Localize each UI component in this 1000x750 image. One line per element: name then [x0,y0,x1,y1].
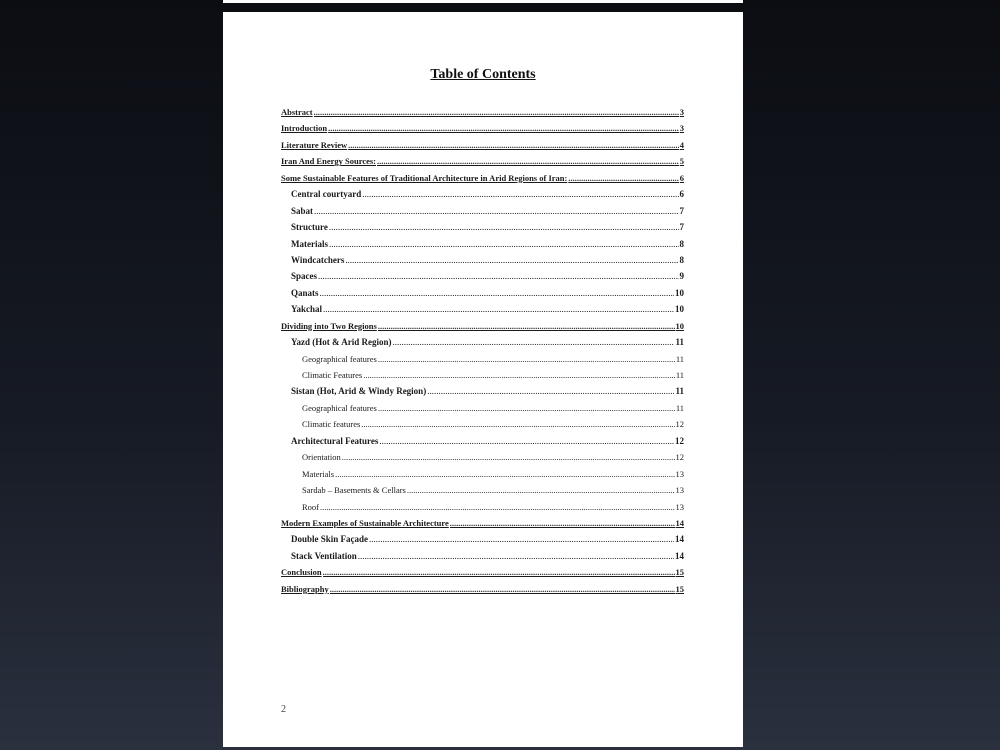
toc-entry[interactable] [281,268,684,284]
previous-page-edge [223,0,743,3]
toc-entry-page-number: 10 [675,287,684,298]
toc-dot-leader [323,301,674,317]
toc-entry-title: Spaces [291,271,318,282]
toc-entry[interactable] [281,137,684,153]
toc-dot-leader [358,548,674,564]
toc-entry-title: Abstract [281,107,313,117]
toc-entry[interactable] [281,449,684,465]
toc-entry-page-number: 13 [675,501,684,512]
toc-entry-title: Stack Ventilation [291,550,357,561]
toc-entry[interactable] [281,466,684,482]
toc-dot-leader [379,433,674,449]
document-page [223,12,743,747]
page-title: Table of Contents [430,67,536,82]
toc-entry-title: Sabat [291,205,314,216]
toc-entry[interactable] [281,153,684,169]
toc-entry[interactable] [281,120,684,136]
toc-entry-page-number: 6 [679,172,684,183]
toc-entry-page-number: 10 [675,320,684,331]
toc-entry-title: Double Skin Façade [291,534,369,545]
toc-entry[interactable] [281,252,684,268]
toc-entry-title: Climatic features [302,419,361,430]
toc-entry-page-number: 3 [679,107,684,117]
toc-entry-title: Materials [302,468,335,479]
toc-entry-title: Sardab – Basements & Cellars [302,485,406,496]
toc-dot-leader [407,482,675,498]
toc-entry[interactable] [281,170,684,186]
toc-entry[interactable] [281,318,684,334]
toc-entry[interactable] [281,531,684,547]
toc-dot-leader [427,383,674,399]
toc-entry[interactable] [281,351,684,367]
toc-entry-title: Architectural Features [291,435,379,446]
toc-entry-title: Structure [291,222,328,233]
toc-dot-leader [314,203,678,219]
toc-entry[interactable] [281,515,684,531]
toc-entry[interactable] [281,301,684,317]
toc-dot-leader [320,499,675,515]
toc-dot-leader [330,581,675,597]
toc-dot-leader [377,153,679,169]
toc-entry-page-number: 13 [675,468,684,479]
toc-dot-leader [318,268,678,284]
toc-entry[interactable] [281,203,684,219]
toc-entry-title: Roof [302,501,319,512]
toc-entry-page-number: 6 [679,189,684,200]
toc-entry-page-number: 14 [675,550,684,561]
toc-entry-title: Conclusion [281,567,322,578]
toc-entry-page-number: 5 [679,156,684,167]
toc-entry[interactable] [281,367,684,383]
toc-entry-page-number: 3 [679,123,684,134]
toc-entry[interactable] [281,104,684,120]
toc-entry-page-number: 15 [675,583,684,594]
toc-dot-leader [328,120,679,136]
toc-entry-page-number: 4 [679,139,684,150]
toc-entry-page-number: 10 [675,304,684,315]
toc-dot-leader [369,531,674,547]
toc-entry-title: Orientation [302,452,341,463]
toc-entry[interactable] [281,482,684,498]
toc-entry-title: Yakchal [291,304,323,315]
page-number: 2 [281,704,286,715]
toc-entry-page-number: 14 [675,534,684,545]
toc-dot-leader [393,334,675,350]
toc-dot-leader [450,515,675,531]
toc-entry-page-number: 8 [679,254,684,265]
toc-dot-leader [378,351,675,367]
toc-entry[interactable] [281,433,684,449]
toc-entry-title: Qanats [291,287,319,298]
toc-entry-page-number: 11 [675,370,684,380]
toc-entry[interactable] [281,236,684,252]
toc-entry[interactable] [281,285,684,301]
toc-entry-page-number: 11 [675,386,684,397]
toc-entry-page-number: 8 [679,238,684,249]
toc-entry-page-number: 12 [675,435,684,446]
toc-entry-title: Sistan (Hot, Arid & Windy Region) [291,386,427,397]
toc-entry[interactable] [281,548,684,564]
toc-entry-title: Materials [291,238,328,249]
toc-entry-page-number: 12 [675,419,684,430]
toc-entry-title: Introduction [281,123,328,134]
toc-entry-title: Windcatchers [291,254,345,265]
toc-entry-title: Yazd (Hot & Arid Region) [291,337,392,348]
toc-dot-leader [335,466,674,482]
toc-entry-title: Geographical features [302,353,377,364]
toc-entry-page-number: 12 [675,452,684,463]
toc-dot-leader [378,400,675,416]
toc-entry[interactable] [281,564,684,580]
toc-dot-leader [345,252,678,268]
toc-dot-leader [329,219,679,235]
toc-entry-title: Some Sustainable Features of Traditional Architecture in Arid Regions of Iran: [281,172,568,183]
toc-entry-title: Iran And Energy Sources: [281,156,377,167]
toc-entry[interactable] [281,383,684,399]
toc-dot-leader [329,236,679,252]
toc-entry[interactable] [281,334,684,350]
toc-entry-title: Modern Examples of Sustainable Architecture [281,517,449,528]
table-of-contents [281,104,684,597]
toc-entry-page-number: 7 [679,205,684,216]
toc-entry-title: Climatic Features [302,370,363,380]
toc-entry-page-number: 11 [675,402,684,413]
toc-entry[interactable] [281,499,684,515]
toc-entry[interactable] [281,186,684,202]
toc-entry-title: Geographical features [302,402,377,413]
toc-dot-leader [362,186,678,202]
toc-entry-page-number: 7 [679,222,684,233]
toc-entry-title: Bibliography [281,583,329,594]
toc-entry-title: Central courtyard [291,189,362,200]
toc-entry[interactable] [281,416,684,432]
toc-entry-page-number: 11 [675,337,684,348]
toc-dot-leader [361,416,674,432]
toc-dot-leader [342,449,675,465]
toc-entry-page-number: 9 [679,271,684,282]
toc-entry-page-number: 15 [675,567,684,578]
toc-dot-leader [348,137,679,153]
toc-entry-title: Literature Review [281,139,348,150]
toc-dot-leader [320,285,674,301]
toc-dot-leader [568,170,678,186]
toc-dot-leader [323,564,675,580]
toc-entry-page-number: 11 [675,353,684,364]
toc-dot-leader [363,367,675,383]
toc-entry-page-number: 13 [675,485,684,496]
toc-dot-leader [314,104,679,120]
toc-entry-page-number: 14 [675,517,684,528]
toc-dot-leader [378,318,675,334]
toc-entry[interactable] [281,219,684,235]
toc-entry[interactable] [281,581,684,597]
toc-entry[interactable] [281,400,684,416]
toc-entry-title: Dividing into Two Regions [281,320,377,331]
